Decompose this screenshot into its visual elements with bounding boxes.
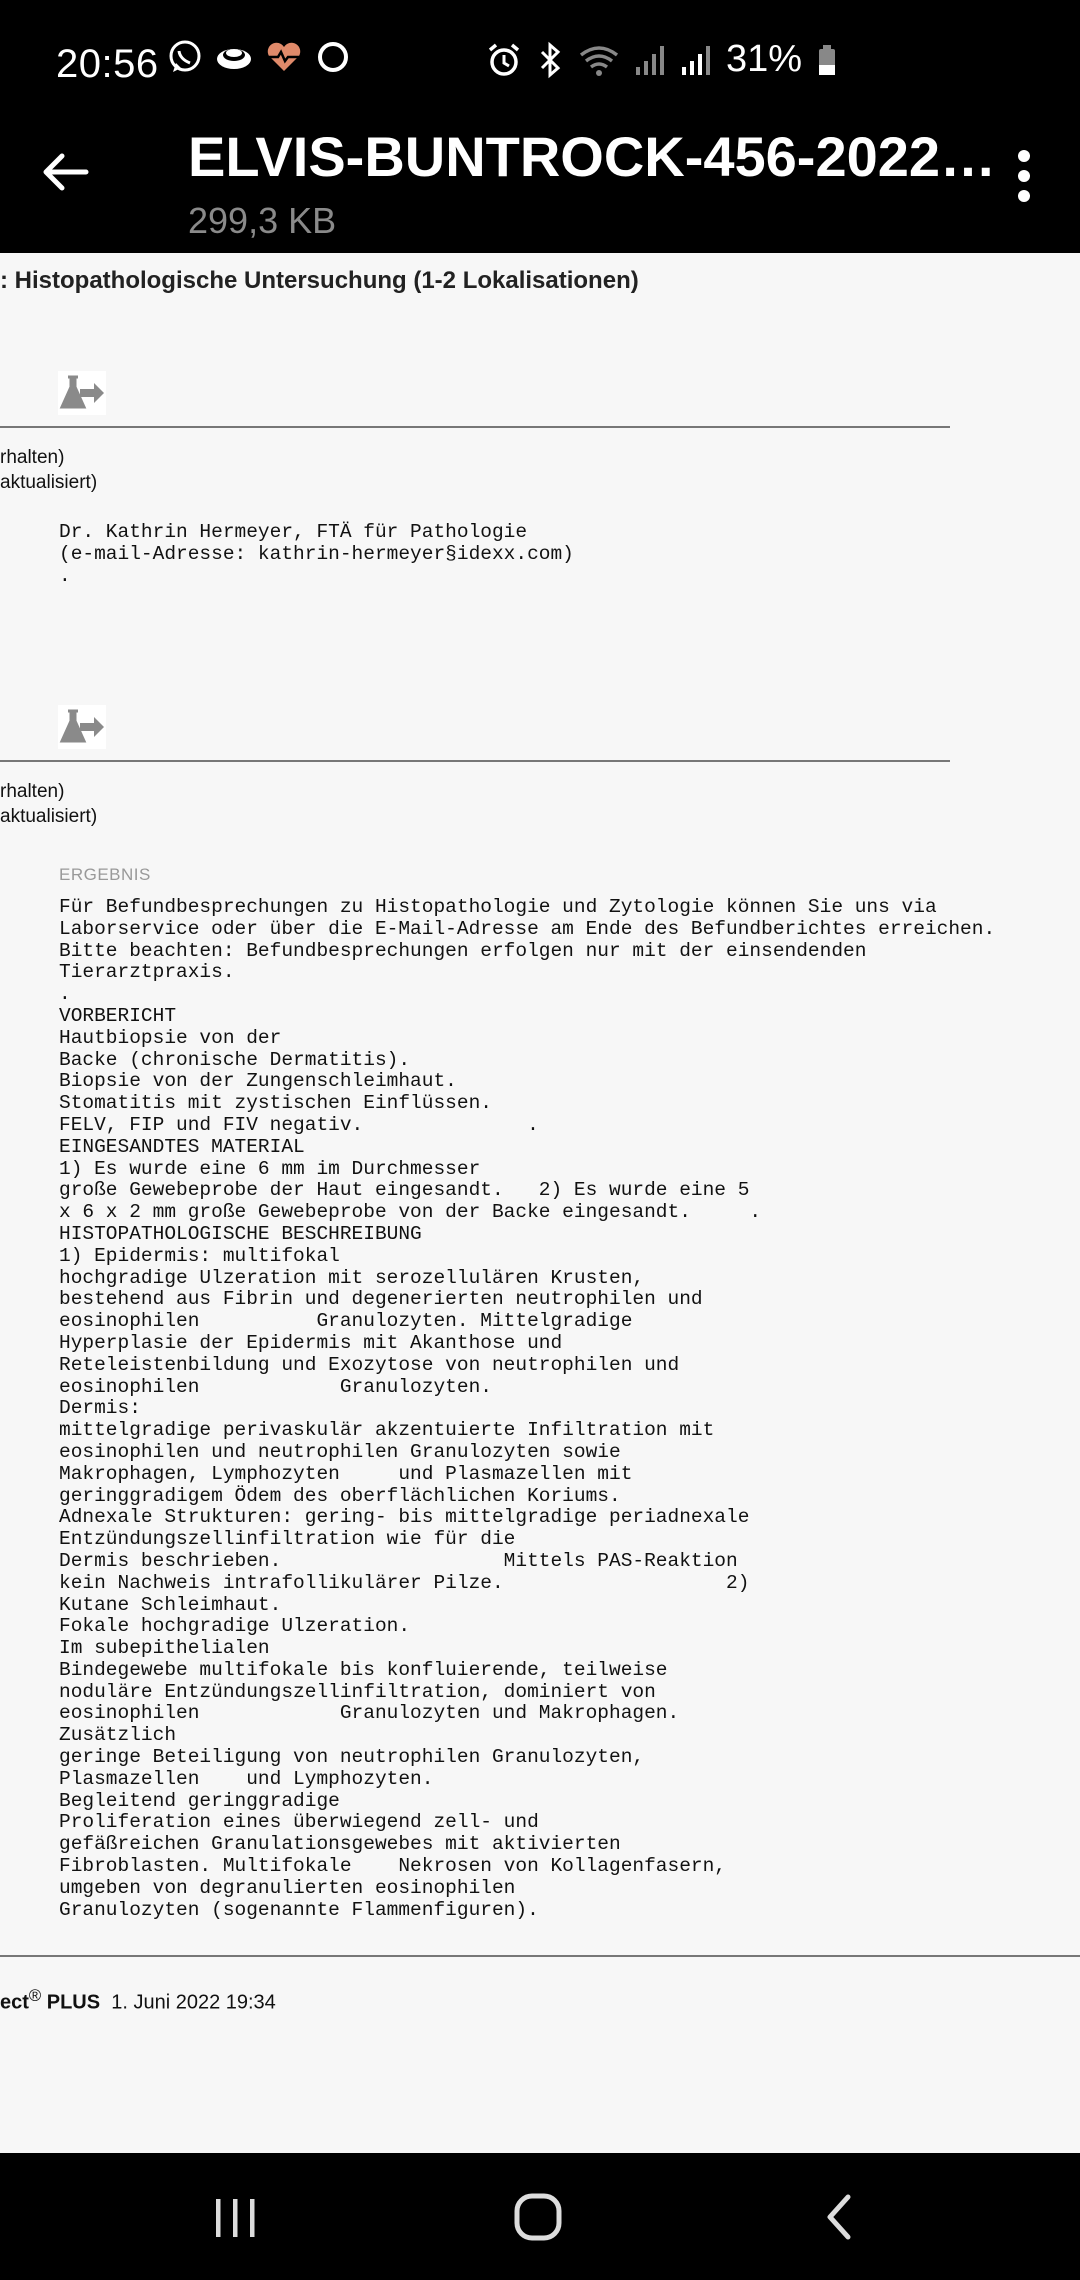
section-meta-line2: aktualisiert) xyxy=(0,806,98,827)
document-viewer[interactable] xyxy=(0,253,1080,2153)
battery-icon xyxy=(816,41,838,79)
result-text: Für Befundbesprechungen zu Histopathologie und Zytologie können Sie uns via Laborservice oder über die E-Mail-Adresse am Ende des Befundberichtes erreichen. Bitte beachten: Befundbesprechungen erfolgen nur mit der einsendenden Tierarztpraxis. . VORBERICHT Hautbiopsie von der Backe (chronische Dermatitis). Biopsie von der Zungenschleimhaut. Stomatitis mit zystischen Einflüssen. FELV, FIP und FIV negativ. . EINGESANDTES MATERIAL 1) Es wurde eine 6 mm im Durchmesser große Gewebeprobe der Haut eingesandt. 2) Es wurde eine 5 x 6 x 2 mm große Gewebeprobe von der Backe eingesandt. . HISTOPATHOLOGISCHE BESCHREIBUNG 1) Epidermis: multifokal hochgradige Ulzeration mit serozellulären Krusten, bestehend aus Fibrin und degenerierten neutrophilen und eosinophilen Granulozyten. Mittelgradige Hyperplasie der Epidermis mit Akanthose und Reteleistenbildung und Exozytose von neutrophilen und eosinophilen Granulozyten. Dermis: mittelgradige perivaskulär akzentuierte Infiltration mit eosinophilen und neutrophilen Granulozyten sowie Makrophagen, Lymphozyten und Plasmazellen mit geringgradigem Ödem des oberflächlichen Koriums. Adnexale Strukturen: gering- bis mittelgradige periadnexale Entzündungszellinfiltration wie für die Dermis beschrieben. Mittels PAS-Reaktion kein Nachweis intrafollikulärer Pilze. 2) Kutane Schleimhaut. Fokale hochgradige Ulzeration. Im subepithelialen Bindegewebe multifokale bis konfluierende, teilweise noduläre Entzündungszellinfiltration, dominiert von eosinophilen Granulozyten und Makrophagen. Zusätzlich geringe Beteiligung von neutrophilen Granulozyten, Plasmazellen und Lymphozyten. Begleitend geringgradige Proliferation eines überwiegend zell- und gefäßreichen Granulationsgewebes mit aktivierten Fibroblasten. Multifokale Nekrosen von Kollagenfasern, umgeben von degranulierten eosinophilen Granulozyten (sogenannte Flammenfiguren). xyxy=(59,896,996,1921)
footer-date: 1. Juni 2022 19:34 xyxy=(111,1991,276,2014)
section-divider xyxy=(0,760,950,762)
result-label: ERGEBNIS xyxy=(59,865,151,884)
whatsapp-icon xyxy=(166,38,204,76)
wifi-icon xyxy=(578,41,620,79)
more-vert-icon xyxy=(1012,150,1036,202)
file-size: 299,3 KB xyxy=(188,200,337,241)
footer-product: PLUS xyxy=(46,1991,101,2014)
arrow-left-icon xyxy=(40,150,90,194)
flask-arrow-icon xyxy=(58,371,106,415)
recent-apps-icon xyxy=(196,2185,276,2249)
top-bar xyxy=(0,0,1080,253)
registered-mark: ® xyxy=(28,1986,42,2005)
system-icons xyxy=(486,38,838,81)
home-button[interactable] xyxy=(498,2185,578,2249)
signal-icon xyxy=(680,41,712,79)
document-heading: : Histopathologische Untersuchung (1-2 Lokalisationen) xyxy=(0,267,639,294)
more-options-button[interactable] xyxy=(1012,150,1036,210)
signature-block: Dr. Kathrin Hermeyer, FTÄ für Pathologie (e-mail-Adresse: kathrin-hermeyer§idexx.com) . xyxy=(59,521,574,587)
back-button[interactable] xyxy=(40,150,110,210)
section-meta-line1: rhalten) xyxy=(0,447,65,468)
section-divider xyxy=(0,426,950,428)
alarm-icon xyxy=(486,41,522,79)
recent-apps-button[interactable] xyxy=(196,2185,276,2249)
footer-divider xyxy=(0,1955,1080,1957)
signal-icon xyxy=(634,41,666,79)
navigation-bar xyxy=(0,2153,1080,2280)
file-title: ELVIS-BUNTROCK-456-2022… xyxy=(188,125,997,188)
status-bar xyxy=(56,38,1040,94)
notification-icons xyxy=(166,38,352,76)
circle-icon xyxy=(314,38,352,76)
home-icon xyxy=(498,2185,578,2249)
nav-back-button[interactable] xyxy=(800,2185,880,2249)
document-footer xyxy=(0,1986,276,2015)
footer-brand: ect xyxy=(0,1991,29,2014)
cloud-icon xyxy=(214,38,254,76)
back-icon xyxy=(800,2185,880,2249)
section-meta-line2: aktualisiert) xyxy=(0,472,98,493)
section-meta-line1: rhalten) xyxy=(0,781,65,802)
bluetooth-icon xyxy=(536,41,564,79)
battery-percent: 31% xyxy=(726,38,803,80)
heart-rate-icon xyxy=(264,38,304,76)
flask-arrow-icon xyxy=(58,705,106,749)
status-time: 20:56 xyxy=(56,42,159,86)
